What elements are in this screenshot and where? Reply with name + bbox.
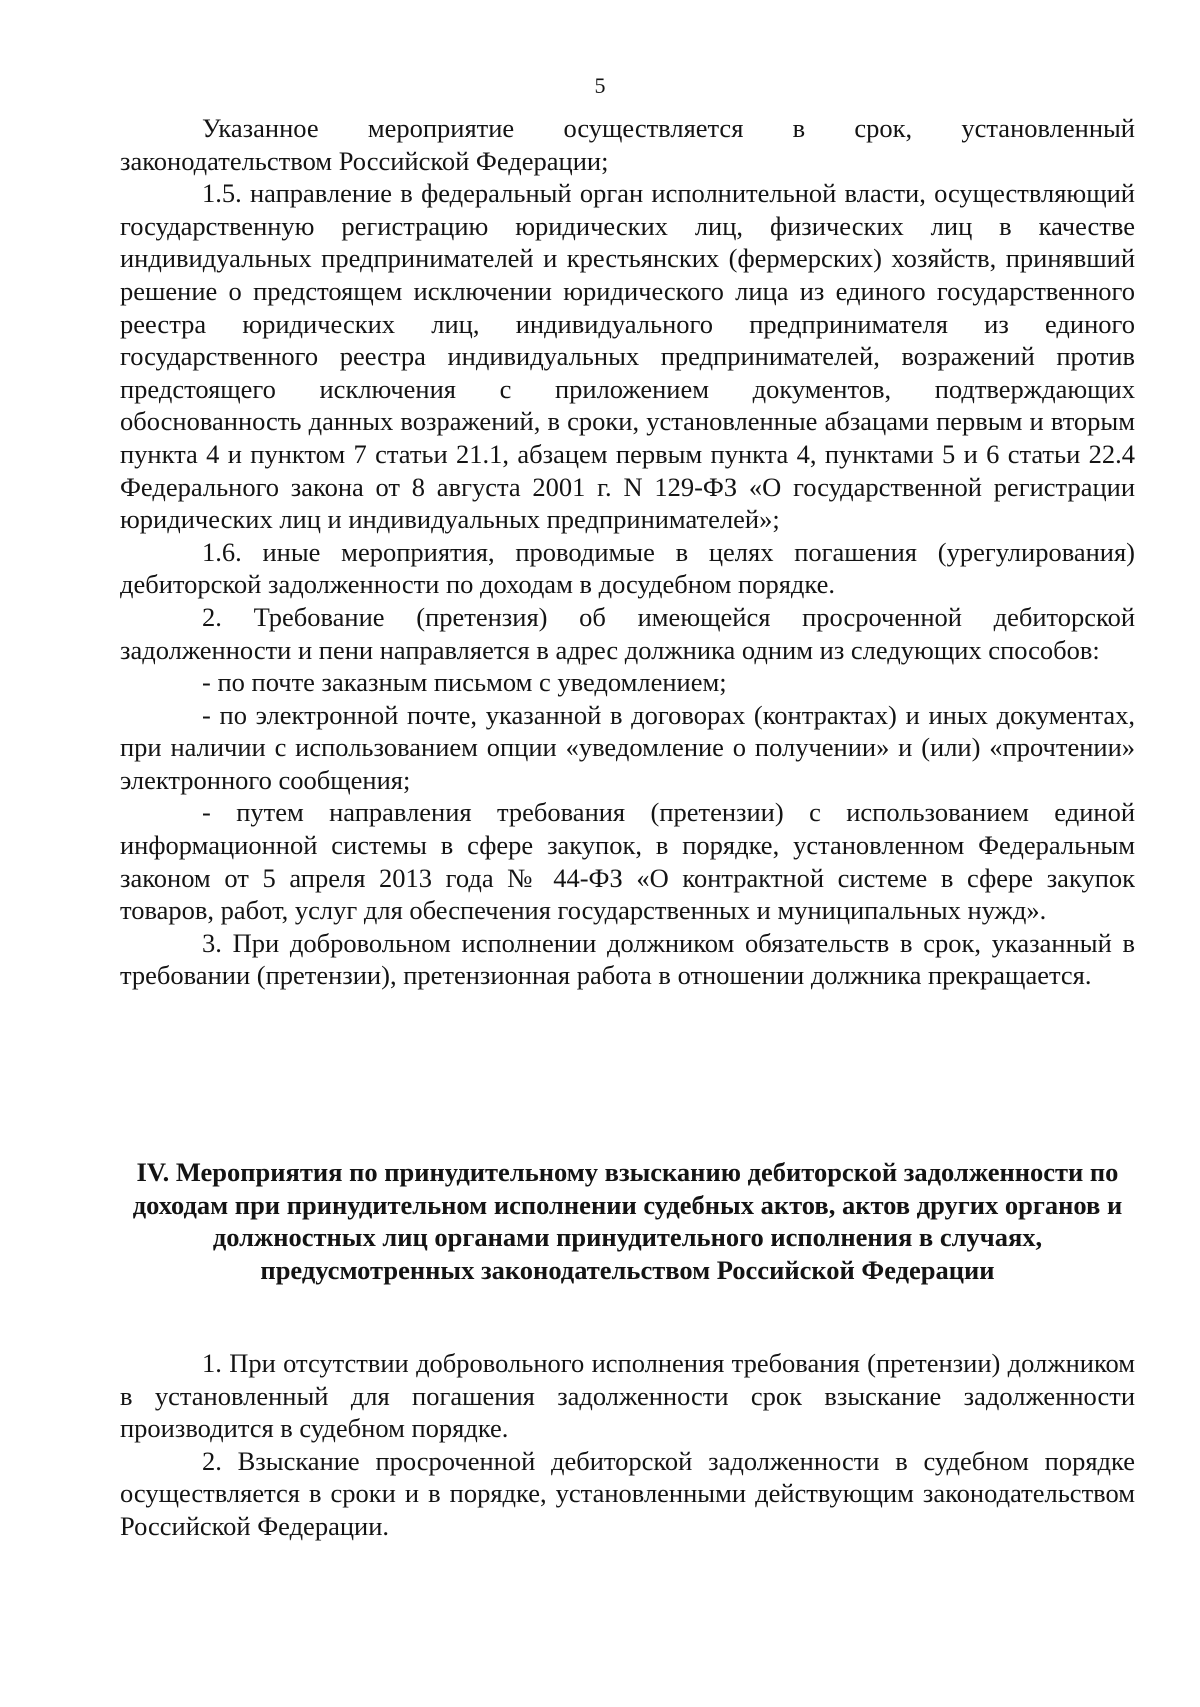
paragraph: 2. Взыскание просроченной дебиторской задолженности в судебном порядке осуществляется в сроки и в порядке, установленными действующим законодательством Российской Федерации. <box>120 1445 1135 1541</box>
section-body <box>120 1347 1135 1543</box>
paragraph: - по почте заказным письмом с уведомлением; <box>202 667 727 698</box>
paragraph: 1.6. иные мероприятия, проводимые в целях погашения (урегулирования) дебиторской задолженности по доходам в досудебном порядке. <box>120 536 1135 600</box>
document-body <box>120 112 1135 992</box>
paragraph: 3. При добровольном исполнении должником обязательств в срок, указанный в требовании (претензии), претензионная работа в отношении должника прекращается. <box>120 927 1135 991</box>
section-heading: IV. Мероприятия по принудительному взысканию дебиторской задолженности по доходам при принудительном исполнении судебных актов, актов других органов и должностных лиц органами принудительного исполнения в случаях, предусмотренных законодательством Российской Федерации <box>132 1157 1123 1285</box>
paragraph: 1.5. направление в федеральный орган исполнительной власти, осуществляющий государственную регистрацию юридических лиц, физических лиц в качестве индивидуальных предпринимателей и крестьянских (фермерских) хозяйств, принявший решение о предстоящем исключении юридического лица из единого государственного реестра юридических лиц, индивидуального предпринимателя из единого государственного реестра индивидуальных предпринимателей, возражений против предстоящего исключения с приложением документов, подтверждающих обоснованность данных возражений, в сроки, установленные абзацами первым и вторым пункта 4 и пунктом 7 статьи 21.1, абзацем первым пункта 4, пунктами 5 и 6 статьи 22.4 Федерального закона от 8 августа 2001 г. N 129-ФЗ «О государственной регистрации юридических лиц и индивидуальных предпринимателей»; <box>120 178 1135 535</box>
paragraph: - по электронной почте, указанной в договорах (контрактах) и иных документах, при наличии с использованием опции «уведомление о получении» и (или) «прочтении» электронного сообщения; <box>120 699 1135 795</box>
paragraph: Указанное мероприятие осуществляется в срок, установленный законодательством Российской Федерации; <box>120 113 1135 176</box>
paragraph: 1. При отсутствии добровольного исполнения требования (претензии) должником в установленный для погашения задолженности срок взыскание задолженности производится в судебном порядке. <box>120 1348 1135 1444</box>
page-number: 5 <box>594 73 606 98</box>
paragraph: 2. Требование (претензия) об имеющейся просроченной дебиторской задолженности и пени направляется в адрес должника одним из следующих способов: <box>120 601 1135 665</box>
paragraph: - путем направления требования (претензии) с использованием единой информационной системы в сфере закупок, в порядке, установленном Федеральным законом от 5 апреля 2013 года № 44-ФЗ «О контрактной системе в сфере закупок товаров, работ, услуг для обеспечения государственных и муниципальных нужд». <box>120 797 1135 926</box>
